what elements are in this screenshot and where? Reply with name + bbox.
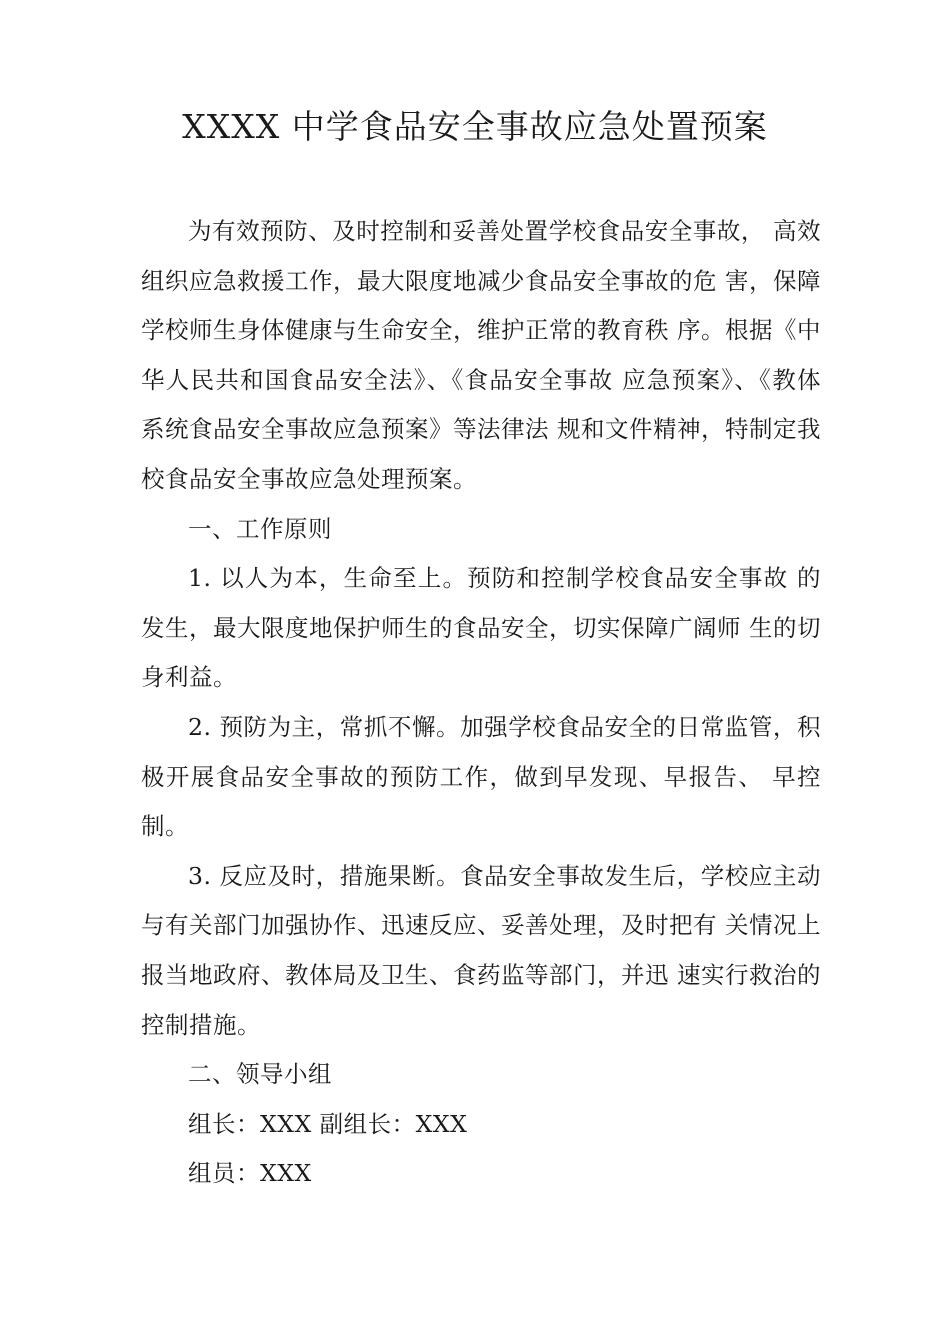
section-heading-leadership-group: 二、领导小组 — [188, 1060, 332, 1089]
principle-2-paragraph: 2. 预防为主，常抓不懈。加强学校食品安全的日常监管，积极开展食品安全事故的预防工作，做到早发现、早报告、 早控制。 — [141, 712, 821, 841]
document-title: XXXX 中学食品安全事故应急处置预案 — [182, 107, 768, 146]
intro-paragraph: 为有效预防、及时控制和妥善处置学校食品安全事故， 高效组织应急救援工作，最大限度地减少食品安全事故的危 害，保障学校师生身体健康与生命安全，维护正常的教育秩 序。根据《中华人民共和国食品安全法》、《食品安全事故 应急预案》、《教体系统食品安全事故应急预案》等法律法 规和文件精神，特制定我校食品安全事故应急处理预案。 — [141, 217, 821, 493]
members-line: 组员：XXX — [188, 1159, 312, 1188]
section-heading-work-principles: 一、工作原则 — [188, 514, 332, 543]
document-body — [141, 207, 821, 1199]
principle-3-paragraph: 3. 反应及时，措施果断。食品安全事故发生后，学校应主动与有关部门加强协作、迅速反应、妥善处理，及时把有 关情况上报当地政府、教体局及卫生、食药监等部门，并迅 速实行救治的控制措施。 — [141, 861, 821, 1039]
principle-1-paragraph: 1. 以人为本，生命至上。预防和控制学校食品安全事故 的发生，最大限度地保护师生的食品安全，切实保障广阔师 生的切身利益。 — [141, 564, 821, 692]
leaders-line: 组长：XXX 副组长：XXX — [188, 1109, 468, 1138]
